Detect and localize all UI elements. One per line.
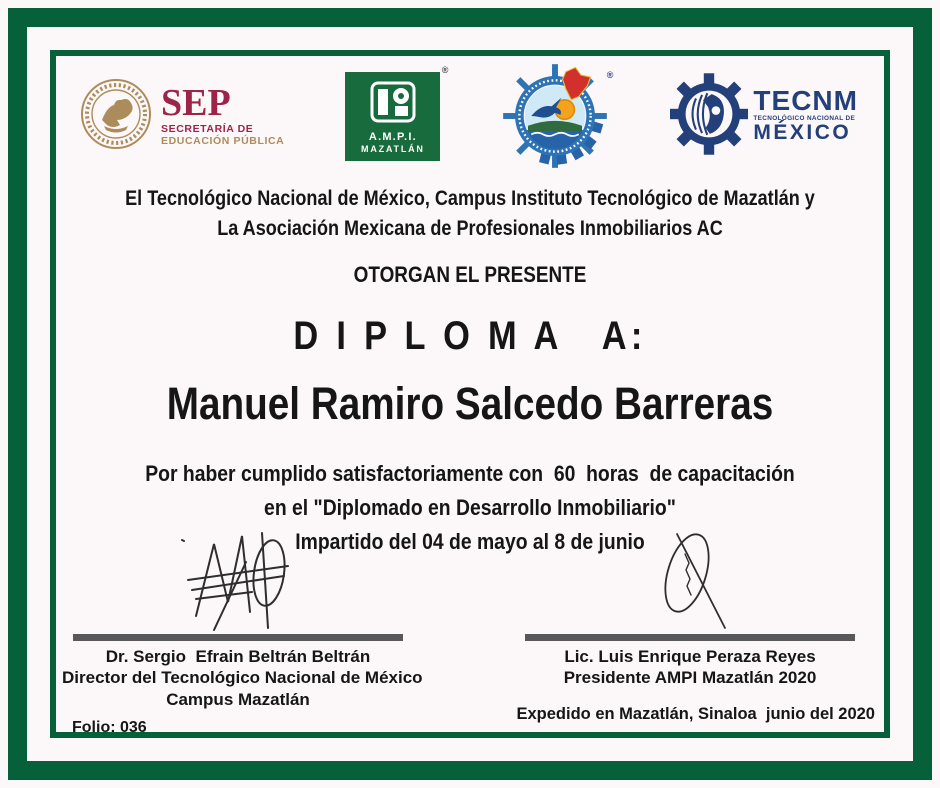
ampi-logo: [345, 64, 449, 161]
tecnm-logo: [670, 69, 858, 164]
right-signature-icon: [514, 528, 866, 632]
tecnm-country: MÉXICO: [753, 121, 852, 144]
sep-logo: [80, 78, 284, 155]
signatures-row: [56, 528, 884, 711]
issued-location-date: Expedido en Mazatlán, Sinaloa junio del 2020: [516, 705, 875, 723]
left-signature-line: [73, 634, 403, 641]
ampi-city: MAZATLÁN: [361, 143, 425, 154]
left-signatory-name: Dr. Sergio Efrain Beltrán Beltrán: [105, 646, 371, 666]
sep-eagle-seal-icon: [80, 78, 152, 155]
sep-wordmark: [161, 81, 285, 147]
itm-logo: [501, 62, 614, 170]
right-signatory-name: Lic. Luis Enrique Peraza Reyes: [564, 646, 816, 666]
right-signature-line: [525, 634, 855, 641]
ampi-registered-icon: ®: [441, 64, 449, 75]
certificate-outer-border: [8, 8, 932, 780]
ampi-name: A.M.P.I.: [368, 130, 417, 143]
right-signatory-block: [514, 528, 866, 711]
tecnm-subtitle: TECNOLÓGICO NACIONAL DE: [753, 115, 856, 122]
left-signatory-block: [62, 528, 423, 711]
certificate-content: [56, 56, 884, 736]
tecnm-acronym: TECNM: [753, 85, 858, 116]
left-signatory-campus: Campus Mazatlán: [166, 689, 310, 709]
diploma-title: D I P L O M A A:: [293, 314, 647, 358]
left-signatory-title: Director del Tecnológico Nacional de México: [62, 668, 423, 687]
sep-dept-line1: SECRETARÍA DE: [161, 122, 254, 135]
logos-row: [56, 56, 884, 164]
sep-dept-line2: EDUCACIÓN PÚBLICA: [161, 134, 285, 147]
ampi-mark-icon: [370, 81, 416, 128]
right-signatory-title: Presidente AMPI Mazatlán 2020: [563, 668, 817, 687]
tecnm-gear-icon: [670, 69, 748, 164]
certificate-inner-border: [50, 50, 890, 738]
itm-emblem-icon: [501, 157, 609, 174]
sep-acronym: SEP: [161, 81, 231, 124]
folio-number: Folio: 036: [72, 719, 147, 736]
achievement-line2: en el "Diplomado en Desarrollo Inmobiliario": [264, 495, 676, 520]
issuers-line2: La Asociación Mexicana de Profesionales Inmobiliarios AC: [217, 217, 723, 240]
left-signature-icon: [62, 528, 414, 632]
recipient-name: Manuel Ramiro Salcedo Barreras: [166, 378, 774, 429]
achievement-line1: Por haber cumplido satisfactoriamente con 60 horas de capacitación: [145, 461, 795, 486]
achievement-line3: Impartido del 04 de mayo al 8 de junio: [295, 529, 645, 554]
tecnm-wordmark: [753, 85, 858, 144]
issuers-line1: El Tecnológico Nacional de México, Campus Instituto Tecnológico de Mazatlán y: [125, 187, 815, 210]
itm-registered-icon: ®: [606, 70, 614, 80]
issuing-institutions: [56, 184, 884, 244]
grant-text: OTORGAN EL PRESENTE: [353, 262, 587, 287]
